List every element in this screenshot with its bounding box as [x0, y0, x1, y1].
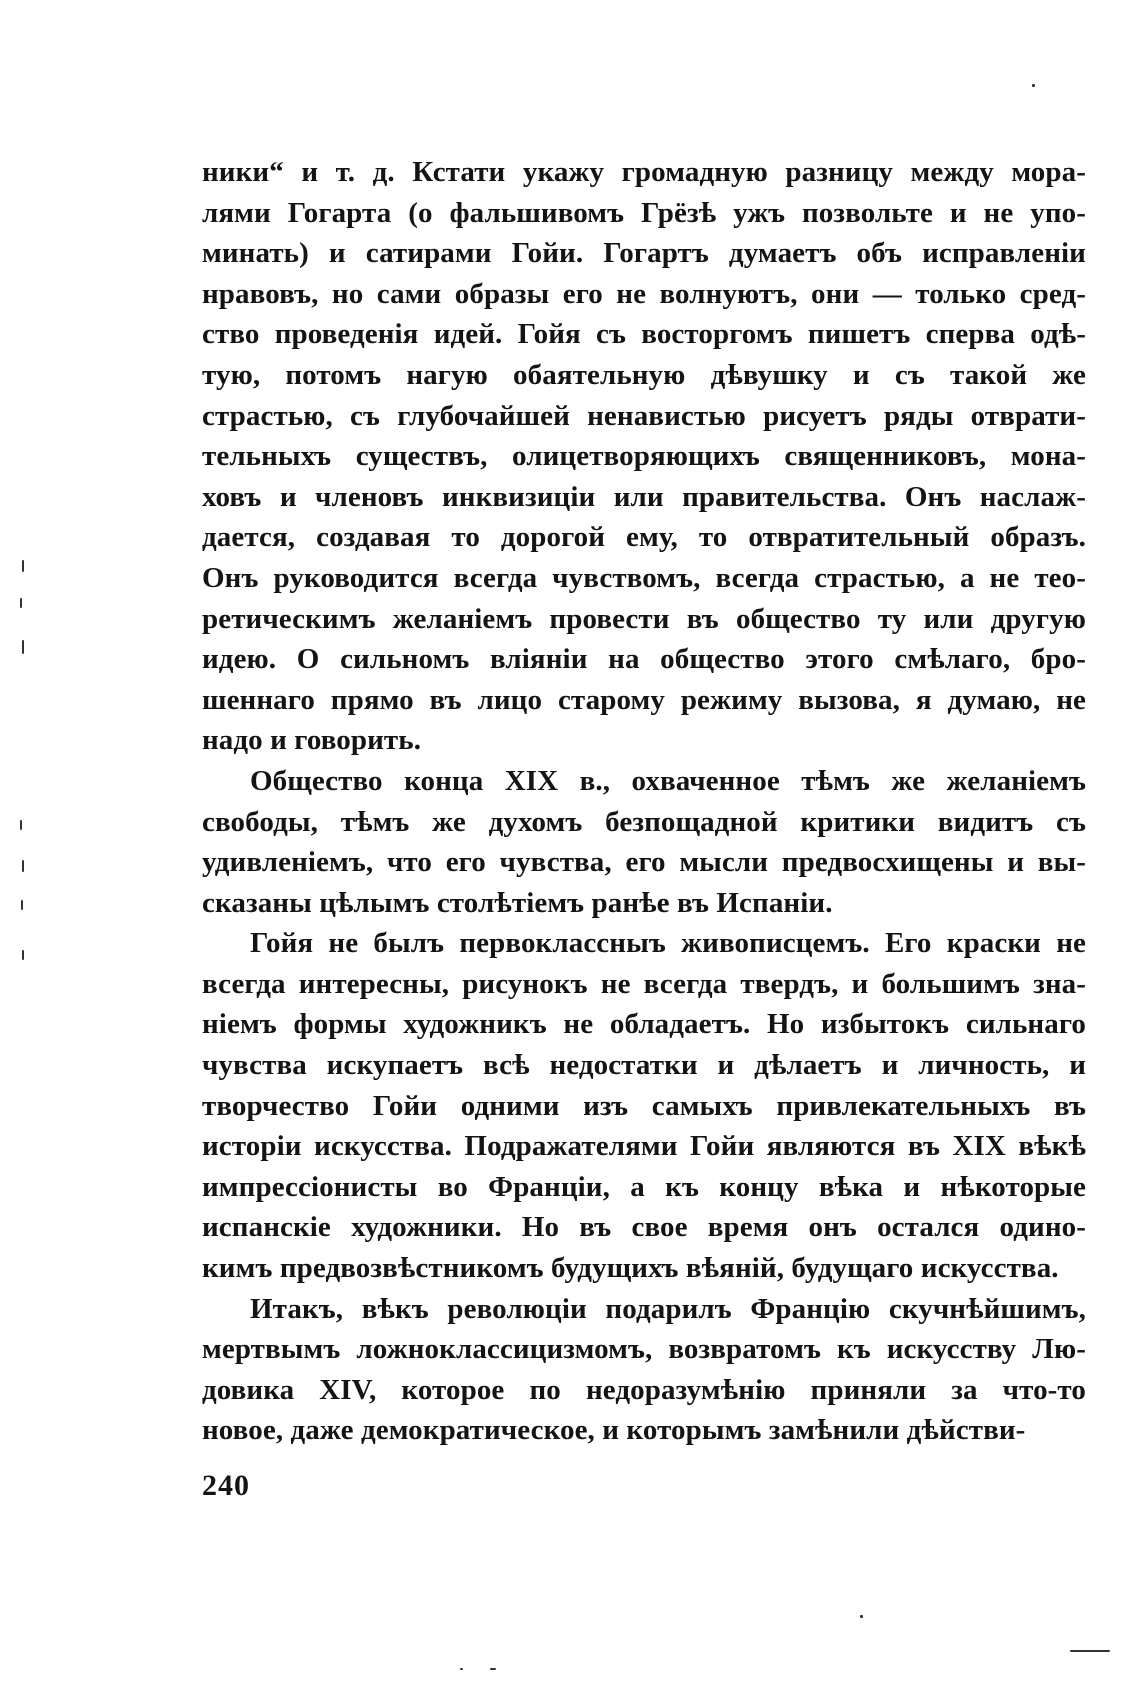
- text-line: лями Гогарта (о фальшивомъ Грёзѣ ужъ позвольте и не упо-: [202, 196, 1086, 229]
- text-line: ховъ и членовъ инквизиціи или правительства. Онъ наслаж-: [202, 480, 1086, 513]
- scan-speck: [20, 820, 22, 830]
- text-line: чувства искупаетъ всѣ недостатки и дѣлаетъ и личность, и: [202, 1049, 1086, 1082]
- text-line: удивленіемъ, что его чувства, его мысли предвосхищены и вы-: [202, 846, 1086, 879]
- scan-speck: [860, 1615, 863, 1618]
- page-number: 240: [202, 1469, 250, 1502]
- scan-speck: [490, 1668, 496, 1670]
- text-line: творчество Гойи одними изъ самыхъ привлекательныхъ въ: [202, 1089, 1086, 1122]
- scan-speck: [22, 640, 24, 654]
- text-line: нравовъ, но сами образы его не волнуютъ, они — только сред-: [202, 277, 1086, 310]
- scan-speck: [22, 560, 24, 572]
- text-line: ретическимъ желаніемъ провести въ общество ту или другую: [202, 602, 1086, 635]
- text-line: Общество конца XIX в., охваченное тѣмъ же желаніемъ: [250, 764, 1086, 797]
- text-line: кимъ предвозвѣстникомъ будущихъ вѣяній, будущаго искусства.: [202, 1252, 1059, 1285]
- text-line: импрессіонисты во Франціи, а къ концу вѣка и нѣкоторые: [202, 1170, 1086, 1203]
- text-line: довика XIV, которое по недоразумѣнію приняли за что-то: [202, 1373, 1086, 1406]
- scan-speck: [460, 1668, 463, 1670]
- text-line: исторіи искусства. Подражателями Гойи являются въ XIX вѣкѣ: [202, 1130, 1086, 1163]
- text-line: Гойя не былъ первоклассныъ живописцемъ. Его краски не: [250, 927, 1086, 960]
- text-line: Итакъ, вѣкъ революціи подарилъ Францію скучнѣйшимъ,: [250, 1292, 1086, 1325]
- text-line: надо и говорить.: [202, 724, 422, 757]
- text-line: ники“ и т. д. Кстати укажу громадную разницу между мора-: [202, 156, 1086, 188]
- scan-speck: [22, 860, 24, 872]
- text-line: новое, даже демократическое, и которымъ замѣнили дѣйстви-: [202, 1414, 1026, 1447]
- text-line: шеннаго прямо въ лицо старому режиму вызова, я думаю, не: [202, 683, 1086, 716]
- body-text: [202, 152, 1086, 1451]
- scan-speck: [20, 598, 22, 608]
- text-line: дается, создавая то дорогой ему, то отвратительный образъ.: [202, 521, 1086, 554]
- text-line: сказаны цѣлымъ столѣтіемъ ранѣе въ Испаніи.: [202, 886, 833, 919]
- scan-speck: [22, 950, 24, 960]
- text-line: ніемъ формы художникъ не обладаетъ. Но избытокъ сильнаго: [202, 1008, 1086, 1041]
- text-line: испанскіе художники. Но въ свое время онъ остался одино-: [202, 1211, 1086, 1244]
- text-line: идею. О сильномъ вліяніи на общество этого смѣлаго, бро-: [202, 643, 1086, 676]
- text-line: свободы, тѣмъ же духомъ безпощадной критики видитъ съ: [202, 805, 1086, 838]
- text-line: ство проведенія идей. Гойя съ восторгомъ пишетъ сперва одѣ-: [202, 318, 1086, 351]
- text-line: мертвымъ ложноклассицизмомъ, возвратомъ къ искусству Лю-: [202, 1333, 1086, 1366]
- text-line: тельныхъ существъ, олицетворяющихъ священниковъ, мона-: [202, 440, 1086, 473]
- scan-speck: [1070, 1650, 1110, 1652]
- text-line: тую, потомъ нагую обаятельную дѣвушку и съ такой же: [202, 358, 1086, 391]
- text-line: минать) и сатирами Гойи. Гогартъ думаетъ объ исправленіи: [202, 237, 1086, 270]
- scan-speck: [1032, 84, 1035, 87]
- text-line: страстью, съ глубочайшей ненавистью рисуетъ ряды отврати-: [202, 399, 1086, 432]
- text-line: всегда интересны, рисунокъ не всегда твердъ, и большимъ зна-: [202, 967, 1086, 1000]
- scan-speck: [21, 900, 23, 910]
- text-line: Онъ руководится всегда чувствомъ, всегда страстью, а не тео-: [202, 561, 1086, 594]
